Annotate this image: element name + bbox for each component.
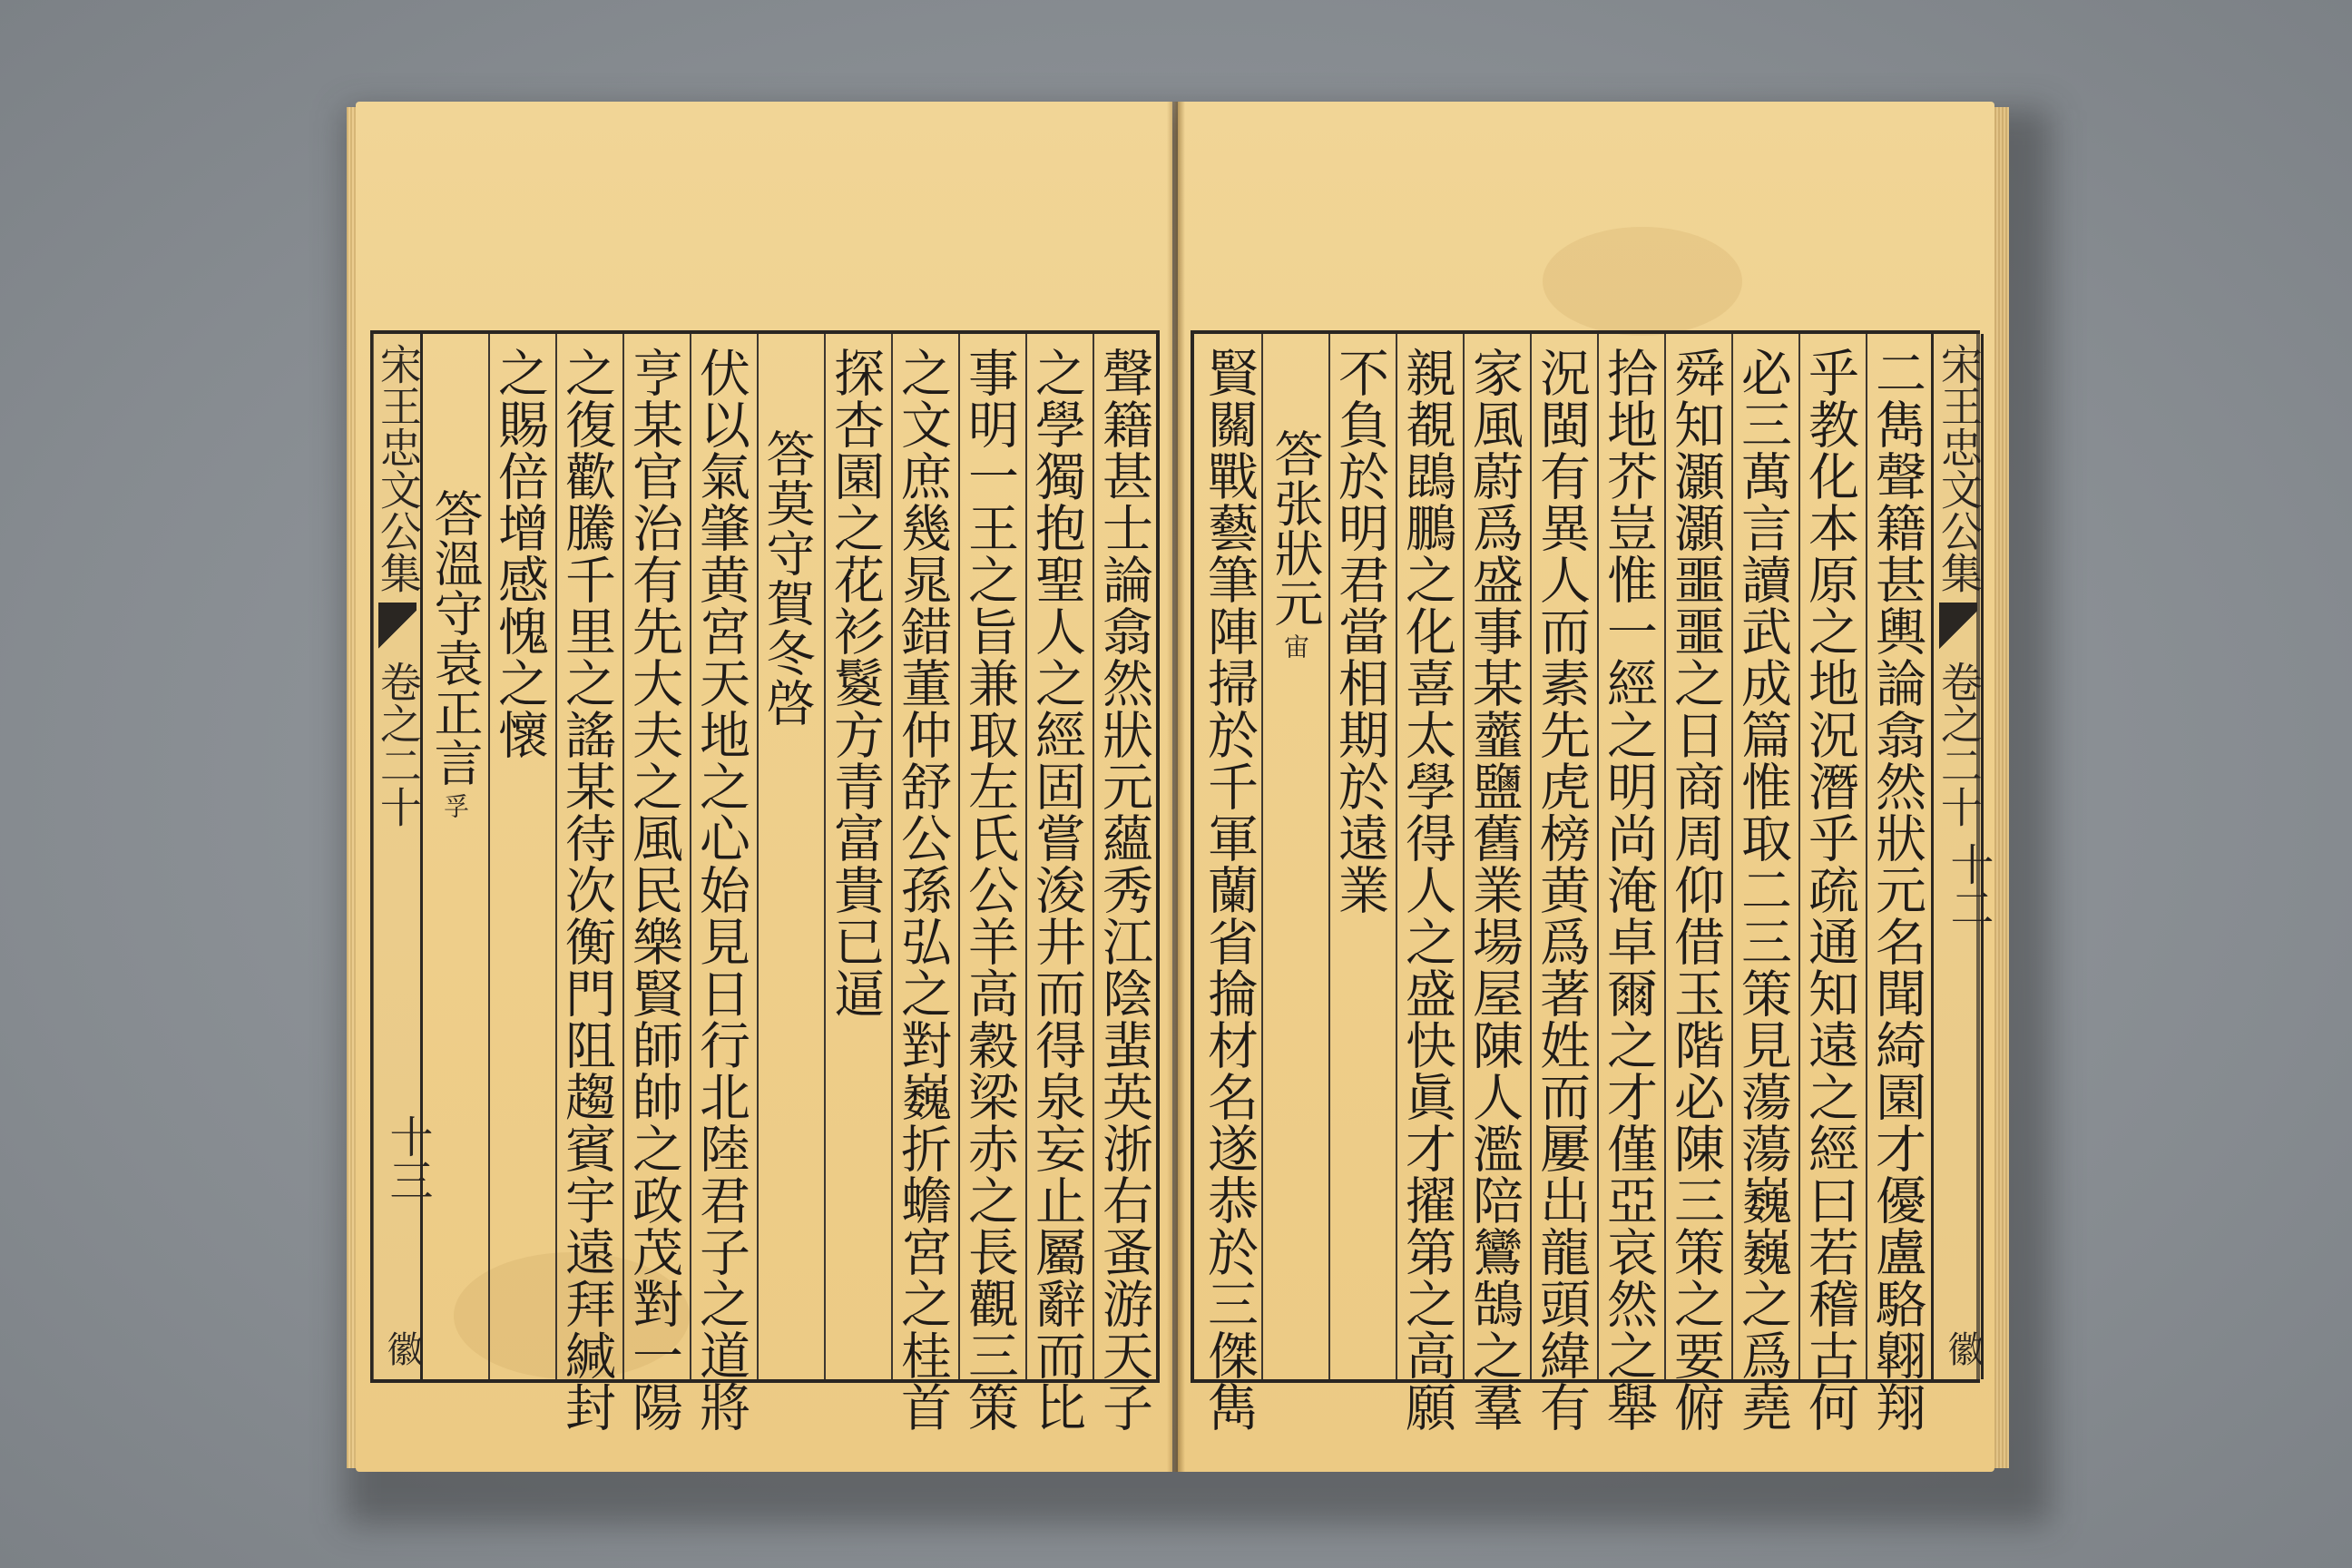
heading-note: 宙 xyxy=(1280,633,1310,660)
banner-volume: 卷之二十 xyxy=(373,661,423,828)
banner-volume: 卷之二十 xyxy=(1934,661,1984,828)
letter-heading-column xyxy=(426,488,484,819)
right-fore-edge xyxy=(1993,107,2009,1468)
text-column: 探杏園之花衫鬉方青富貴已逼 xyxy=(826,347,885,1019)
text-column: 況閩有異人而素先虎榜黄爲著姓而屢出龍頭緯有 xyxy=(1532,347,1591,1433)
paper-stain xyxy=(1543,227,1742,336)
letter-heading: 答莫守賀冬啓 xyxy=(759,428,816,728)
text-column: 拾地芥豈惟一經之明尚淹卓爾之才僅亞哀然之舉 xyxy=(1599,347,1658,1433)
banner-book-title: 宋王忠文公集 xyxy=(373,343,423,593)
text-column: 事明一王之旨兼取左氏公羊高穀梁赤之長觀三策 xyxy=(960,347,1019,1433)
text-column: 二雋聲籍甚輿論翕然狀元名聞綺園才優盧駱翺翔 xyxy=(1867,347,1926,1433)
right-text-frame xyxy=(1191,330,1994,1433)
text-column: 伏以氣肇黄宮天地之心始見日行北陸君子之道將 xyxy=(691,347,750,1433)
book-gutter xyxy=(1167,102,1185,1472)
fish-tail-mark xyxy=(1939,603,1977,657)
text-column: 之學獨抱聖人之經固嘗浚井而得泉妄止屬辭而比 xyxy=(1027,347,1086,1433)
text-column: 聲籍甚士論翕然狀元蘊秀江陰蜚英浙右蚤游天子 xyxy=(1094,347,1153,1433)
text-column: 之文庶幾晁錯董仲舒公孫弘之對巍折蟾宮之桂首 xyxy=(893,347,952,1433)
column-rule xyxy=(1261,334,1263,1379)
letter-heading-column xyxy=(1267,428,1324,660)
text-column: 家風蔚爲盛事某虀鹽舊業場屋陳人濫陪鸞鵠之羣 xyxy=(1465,347,1524,1433)
letter-heading: 答溫守袁正言 xyxy=(426,488,484,788)
letter-heading: 答张狀元 xyxy=(1267,428,1324,628)
text-column: 賢關戰藝筆陣掃於千軍蘭省掄材名遂恭於三傑雋 xyxy=(1200,347,1259,1433)
banner-book-title: 宋王忠文公集 xyxy=(1934,343,1984,593)
text-column: 必三萬言讀武成篇惟取二三策見蕩蕩巍巍之爲堯 xyxy=(1733,347,1792,1433)
banner-cutter-mark: 徽 xyxy=(1942,1330,1984,1367)
right-banner-column xyxy=(1931,334,1994,1379)
banner-cutter-mark: 徽 xyxy=(381,1330,423,1367)
text-column: 不負於明君當相期於遠業 xyxy=(1330,347,1389,916)
text-column: 乎教化本原之地況潛乎疏通知遠之經曰若稽古何 xyxy=(1800,347,1859,1433)
text-column: 之復歡騰千里之謠某待次衡門阻趨賓宇遠拜緘封 xyxy=(557,347,616,1433)
text-column: 亨某官治有先大夫之風民樂賢師帥之政茂對一陽 xyxy=(624,347,683,1433)
banner-page-number: 十三 xyxy=(382,1114,433,1201)
heading-note: 孚 xyxy=(440,793,470,819)
text-column: 之賜倍增感愧之懷 xyxy=(490,347,549,760)
text-column: 親覩鵾鵬之化喜太學得人之盛快眞才擢第之高願 xyxy=(1397,347,1456,1433)
banner-page-number: 十二 xyxy=(1943,842,1994,929)
left-banner-column xyxy=(370,334,433,1379)
text-column: 舜知灝灝噩噩之日商周仰借玉階必陳三策之要俯 xyxy=(1666,347,1725,1433)
fish-tail-mark xyxy=(378,603,416,657)
left-text-frame xyxy=(370,330,1160,1433)
